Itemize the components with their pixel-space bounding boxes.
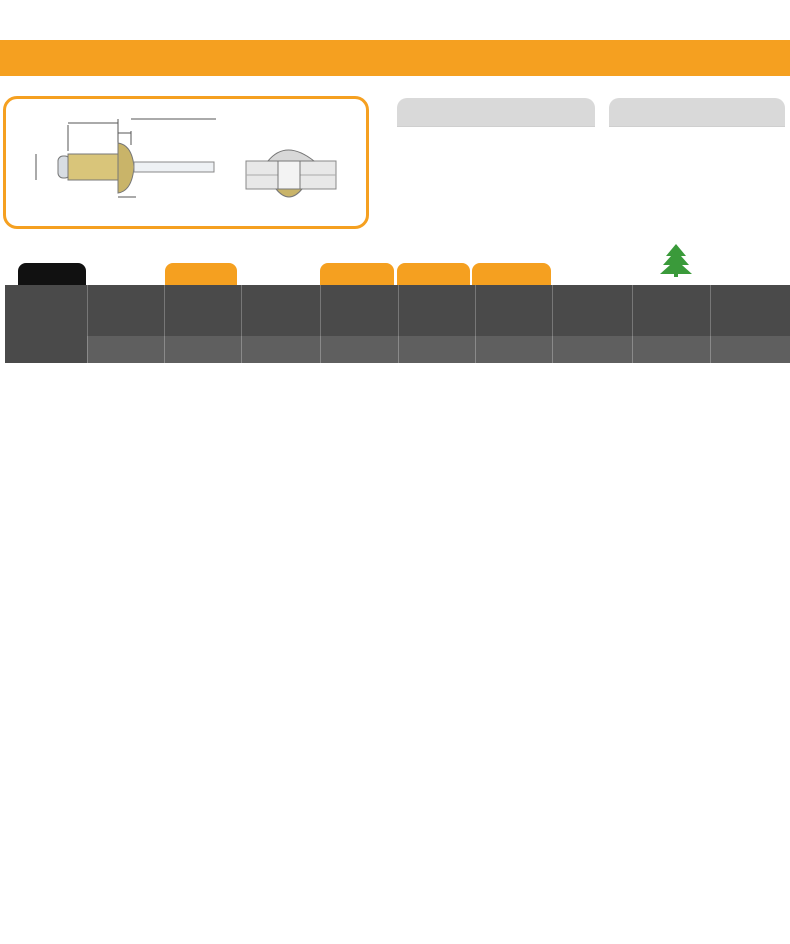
tab-dk (320, 263, 394, 285)
finish-box (609, 98, 785, 222)
table-header (5, 285, 790, 336)
col-hole (553, 285, 633, 336)
tab-d (18, 263, 86, 285)
unit-shear (633, 336, 711, 363)
material-box (397, 98, 595, 222)
rohs-badge (658, 243, 768, 279)
finish-title (609, 98, 785, 126)
col-grip (242, 285, 321, 336)
rivet-drawing (6, 99, 366, 226)
tab-l (165, 263, 237, 285)
unit-hole (553, 336, 633, 363)
unit-head-dia (321, 336, 399, 363)
material-title (397, 98, 595, 126)
table-units (5, 336, 790, 363)
page-title (0, 0, 790, 40)
finish-body-cn (609, 126, 785, 127)
col-tensile (711, 285, 790, 336)
unit-mandrel (476, 336, 553, 363)
rivet-diagram (3, 96, 369, 229)
tab-k (397, 263, 470, 285)
col-mandrel (476, 285, 553, 336)
size-header-label (5, 320, 88, 350)
tab-dm (472, 263, 551, 285)
page-subtitle (0, 40, 790, 76)
col-length (165, 285, 242, 336)
unit-length (165, 336, 242, 363)
tree-icon (658, 243, 694, 277)
col-head-dia (321, 285, 399, 336)
unit-grip (242, 336, 321, 363)
col-head-height (399, 285, 476, 336)
unit-part (88, 336, 165, 363)
col-shear (633, 285, 711, 336)
col-part (88, 285, 165, 336)
unit-head-height (399, 336, 476, 363)
material-body-cn (397, 126, 595, 127)
unit-tensile (711, 336, 790, 363)
